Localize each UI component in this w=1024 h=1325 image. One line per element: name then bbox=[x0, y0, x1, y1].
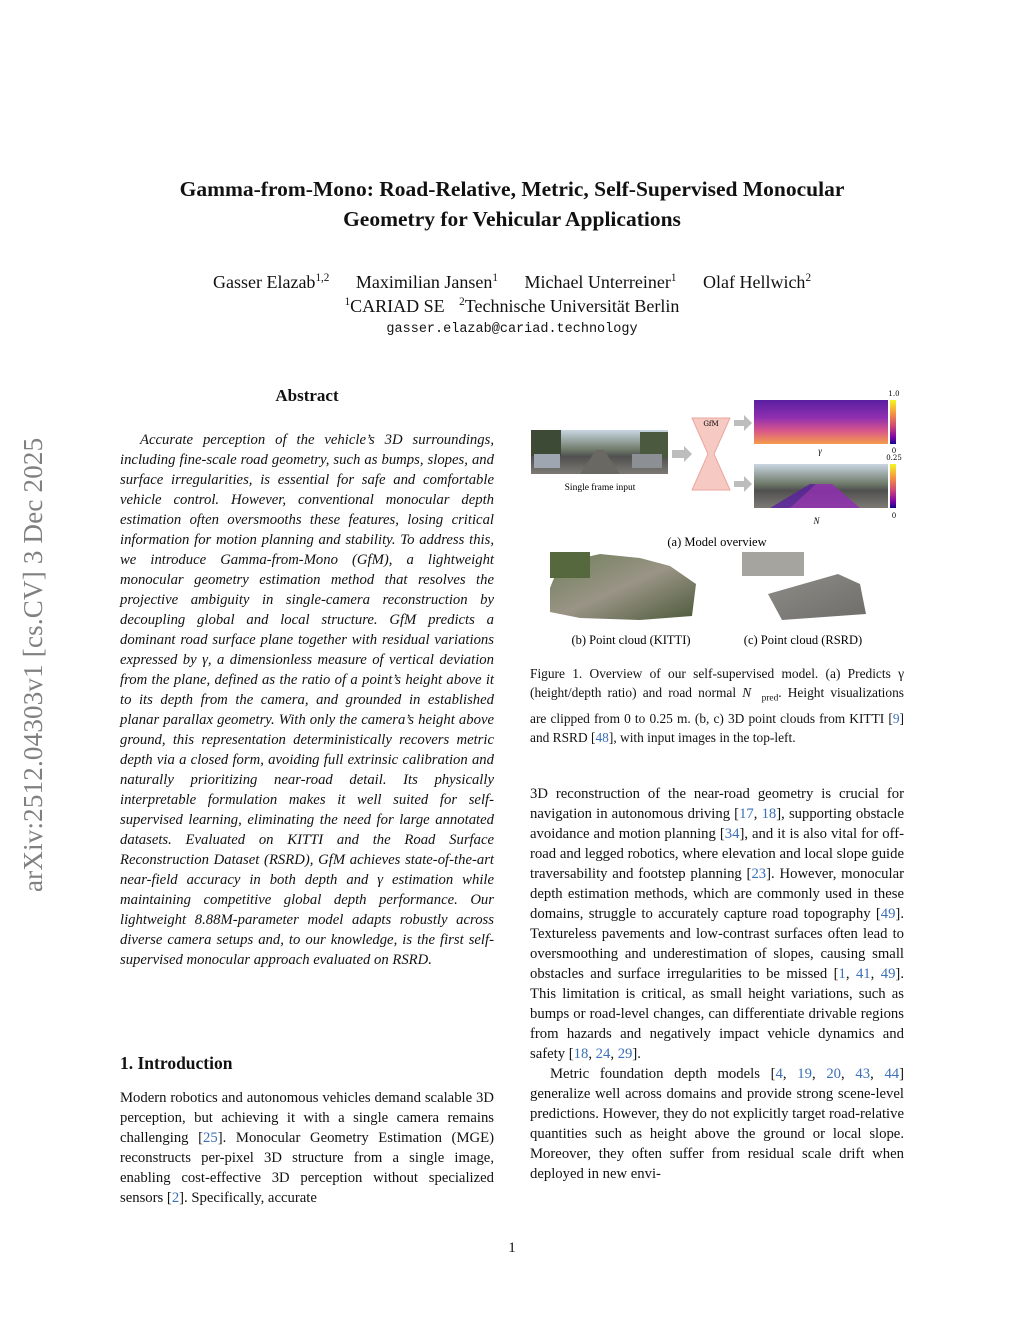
figure-1-graphic bbox=[520, 388, 914, 658]
arrow-right-icon bbox=[734, 415, 752, 431]
citation-link[interactable]: 18 bbox=[761, 806, 777, 822]
affiliation: $^2$Technische Universität Berlin bbox=[459, 296, 680, 316]
author: Michael Unterreiner$^1$ bbox=[524, 272, 677, 292]
abstract-heading: Abstract bbox=[275, 386, 339, 405]
citation-link[interactable]: 25 bbox=[203, 1130, 218, 1146]
colorbar-max-label: 1.0 bbox=[888, 390, 900, 398]
citation-link[interactable]: 20 bbox=[826, 1066, 841, 1082]
figure-1 bbox=[520, 388, 914, 658]
abstract-text: Accurate perception of the vehicle’s 3D surroundings, including fine-scale road geometry, such as bumps, slopes, and surface irregularities, is essential for safe and comfortable vehicle control. However, conventional monocular depth estimation often oversmooths these features, losing critical information for motion planning and stability. To address this, we introduce Gamma-from-Mono (GfM), a lightweight monocular geometry estimation method that resolves the projective ambiguity in single-camera reconstruction by decoupling global and local structure. GfM predicts a dominant road surface plane together with residual variations expressed by γ, a dimensionless measure of vertical deviation from the plane, defined as the ratio of a point’s height above it to its depth from the camera, and grounded in established planar parallax geometry. With only the camera’s height above ground, this representation deterministically recovers metric depth via a closed form, avoiding full extrinsic calibration and naturally prioritizing near-road detail. Its physically interpretable formulation makes it well suited for self-supervised learning, eliminating the need for large annotated datasets. Evaluated on KITTI and the Road Surface Reconstruction Dataset (RSRD), GfM achieves state-of-the-art near-field accuracy in both depth and γ estimation while maintaining competitive global depth performance. Our lightweight 8.88M-parameter model adapts robustly across diverse camera setups and, to our knowledge, is the first self-supervised monocular approach evaluated on RSRD. bbox=[120, 432, 494, 968]
subfigure-caption-a: (a) Model overview bbox=[667, 535, 767, 549]
body-paragraph: Metric foundation depth models [4, 19, 20, 43, 44] generalize well across domains and provide strong scene-level predictions. However, they do not explicitly target road-relative quantities such as height above the ground or local slope. Moreover, they often suffer from residual scale drift when deployed in new envi- bbox=[530, 1066, 905, 1182]
citation-link[interactable]: 17 bbox=[739, 806, 754, 822]
author-email[interactable]: gasser.elazab@cariad.technology bbox=[386, 322, 638, 337]
author: Maximilian Jansen$^1$ bbox=[355, 272, 498, 292]
figure-1-caption: Figure 1. Overview of our self-supervised model. (a) Predicts γ (height/depth ratio) and road normal $N⃗_{pred}$. Height visualizations are clipped from 0 to 0.25 m. (b, c) 3D point clouds from KITTI [9] and RSRD [48], with input images in the top-left. bbox=[530, 666, 905, 745]
arrow-right-icon bbox=[734, 476, 752, 492]
citation-link[interactable]: 2 bbox=[171, 1190, 180, 1206]
citation-link[interactable]: 43 bbox=[855, 1066, 871, 1082]
citation-link[interactable]: 49 bbox=[880, 966, 896, 982]
citation-link[interactable]: 23 bbox=[751, 866, 767, 882]
height-colorbar bbox=[890, 464, 896, 508]
point-cloud-rsrd bbox=[742, 552, 866, 620]
citation-link[interactable]: 34 bbox=[724, 826, 740, 842]
citation-link[interactable]: 9 bbox=[892, 710, 900, 726]
citation-link[interactable]: 48 bbox=[595, 729, 609, 745]
gamma-output-image bbox=[754, 400, 888, 444]
title-line-1: Gamma-from-Mono: Road-Relative, Metric, Self-Supervised Monocular bbox=[179, 177, 845, 201]
author-list bbox=[100, 270, 924, 294]
section-heading-introduction: 1. Introduction bbox=[120, 1053, 233, 1073]
affiliation-list bbox=[100, 294, 924, 318]
single-frame-input-label: Single frame input bbox=[564, 483, 636, 493]
citation-link[interactable]: 41 bbox=[855, 966, 871, 982]
subfigure-caption-c: (c) Point cloud (RSRD) bbox=[743, 633, 863, 647]
affiliation: $^1$CARIAD SE bbox=[344, 296, 445, 316]
paper-title bbox=[100, 174, 924, 234]
title-line-2: Geometry for Vehicular Applications bbox=[343, 207, 681, 231]
citation-link[interactable]: 24 bbox=[595, 1046, 611, 1062]
arxiv-identifier: arXiv:2512.04303v1 [cs.CV] 3 Dec 2025 bbox=[18, 437, 48, 893]
citation-link[interactable]: 29 bbox=[617, 1046, 633, 1062]
author: Olaf Hellwich$^2$ bbox=[702, 272, 812, 292]
height-output-image bbox=[754, 464, 888, 508]
page-number: 1 bbox=[508, 1240, 516, 1256]
input-image bbox=[531, 430, 668, 474]
colorbar-min-label: 0 bbox=[891, 447, 897, 455]
citation-link[interactable]: 19 bbox=[797, 1066, 812, 1082]
abstract-body bbox=[120, 430, 494, 970]
colorbar-min-label: 0 bbox=[891, 512, 897, 520]
gfm-label: GfM bbox=[703, 420, 719, 428]
intro-paragraph: Modern robotics and autonomous vehicles demand scalable 3D perception, but achieving it with a single camera remains challenging [25]. Monocular Geometry Estimation (MGE) reconstructs per-pixel 3D structure from a single image, enabling cost-effective 3D perception without specialized sensors [2]. Specifically, accurate bbox=[120, 1090, 494, 1206]
normal-symbol: N⃗ bbox=[813, 516, 827, 526]
author-block bbox=[100, 270, 924, 318]
citation-link[interactable]: 4 bbox=[775, 1066, 783, 1082]
gamma-colorbar bbox=[890, 400, 896, 444]
arrow-right-icon bbox=[672, 446, 692, 462]
introduction-body bbox=[120, 1088, 494, 1208]
citation-link[interactable]: 49 bbox=[880, 906, 896, 922]
citation-link[interactable]: 44 bbox=[884, 1066, 900, 1082]
point-cloud-kitti bbox=[550, 552, 696, 620]
right-column-body bbox=[530, 784, 904, 1184]
subfigure-caption-b: (b) Point cloud (KITTI) bbox=[571, 633, 691, 647]
citation-link[interactable]: 18 bbox=[573, 1046, 589, 1062]
author: Gasser Elazab$^{1,2}$ bbox=[212, 272, 330, 292]
body-paragraph: 3D reconstruction of the near-road geometry is crucial for navigation in autonomous driving [17, 18], supporting obstacle avoidance and motion planning [34], and it is also vital for off-road and legged robotics, where elevation and local slope guide traversability and footstep planning [23]. However, monocular depth estimation methods, which are commonly used in these domains, struggle to accurately capture road topography [49]. Textureless pavements and low-contrast surfaces often lead to oversmoothing and underestimation of slopes, causing small obstacles and surface irregularities to be missed [1, 41, 49]. This limitation is critical, as small height variations, such as bumps or road-level changes, can differentiate drivable regions from hazards and negatively impact vehicle dynamics and safety [18, 24, 29]. bbox=[530, 786, 905, 1062]
gfm-network-graphic bbox=[692, 418, 730, 490]
citation-link[interactable]: 1 bbox=[838, 966, 846, 982]
colorbar-max-label: 0.25 bbox=[886, 454, 902, 462]
gamma-symbol: γ bbox=[818, 446, 822, 456]
